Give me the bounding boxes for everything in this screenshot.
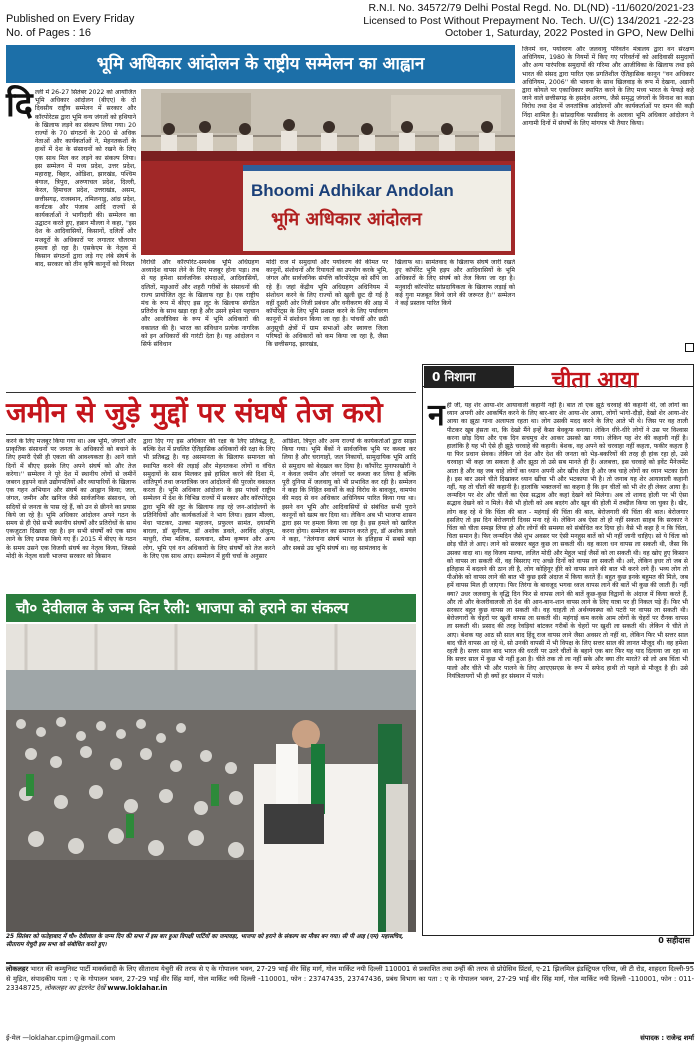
story2-top-rule [6, 392, 416, 393]
footer-brand: लोकलहर [6, 965, 29, 973]
published-line: Published on Every Friday [6, 13, 135, 25]
story2-col3: ओडिशा, त्रिपुरा और अन्य राज्यों के कार्यकर्ताओं द्वारा साझा किया गया। भूमि बैंकों ने सार्वजनिक भूमि पर कब्जा कर लिया है और चरागाहों, जल निकायों, सामुदायिक भूमि आदि से समुदाय को बेदखल कर दिया है। कॉर्पोरेट मुनाफाखोरी ने न केवल जमीन और जंगलों पर कब्जा कर लिया है बल्कि पूरी दुनिया में जलवायु को भी प्रभावित कर रही है। सम्मेलन ने कहा कि निहित स्वार्थों के कड़े विरोध के बावजूद, वामपंथ की मदद से वन अधिकार अधिनियम पारित किया गया था। इसने वन भूमि और आदिवासियों से संबंधित सभी पुराने कानूनों को खत्म कर दिया था। लेकिन अब भी भाजपा शासन द्वारा इस पर हमला किया जा रहा है। इस हमले को खारिज करना होगा। सम्मेलन का समापन करते हुए, डॉ अशोक डवले ने कहा, ''तेलंगाना संघर्ष भारत के इतिहास में सबसे बड़ा और सबसे उग्र भूमि संघर्ष था। वह सामंतवाद के [282, 438, 416, 552]
masthead-left [6, 12, 134, 40]
rally-caption: 25 सितंबर को फतेहाबाद में चौ० देवीलाल के जन्म दिन की सभा में इस बार हुआ विपक्षी पार्टियों का जमावड़ा, भाजपा को हराने के संकल्प का मौका बन गया। सी पी आइ (एम) महासचिव, सीताराम येचुरी इस सभा को संबोधित करते हुए। [6, 934, 404, 948]
nishana-body-wrap [428, 398, 688, 926]
posted-line: October 1, Saturday, 2022 Posted in GPO, New Delhi [444, 27, 694, 39]
banner-sign-hindi: भूमि अधिकार आंदोलन [271, 209, 422, 230]
story1-col4: खिलाफ था। सामंतवाद के खिलाफ संघर्ष जारी रखते हुए कॉर्पोरेट भूमि हड़प और आदिवासियों के भूमि अधिकारों के लिए संघर्ष को तेज किया जा रहा है। मनुवादी कॉरपोरेट सांप्रदायिकता के खिलाफ लड़ाई को कई गुना मजबूत किये जाने की जरूरत है।'' सम्मेलन ने कई प्रस्ताव पारित किये [395, 259, 515, 308]
nishana-body: हीं जी, यह शेर आया-शेर आयावाली कहानी नहीं है। बात तो एक झूठे चरवाहे की कहानी थी, जो लोगों का ध्यान अपनी ओर आकर्षित करने के लिए बार-बार शेर आया-शेर आया, लोगों भागो-दौड़ो, देखो शेर आया-शेर आया का झूठा गाना अलापता रहता था। लोग उसकी मदद करने के लिए आते भी थे। जिस पर वह ताली पीटकर खूब हंसता था, कि देखो मैंने इन्हें कैसा बेवकूफ बनाया। लेकिन धीरे-धीरे लोगों ने उस पर विश्वास करना छोड़ दिया और एक दिन सचमुच शेर आकर उसको खा गया। लेकिन यह शेर की कहानी नहीं है। हालांकि है यह भी ऐसे ही झूठे चरवाहे की कहानी। बेशक, वह अपने को चरवाहा नहीं कहता, फकीर कहता है या फिर प्रधान सेवक। लेकिन जो देश और देश की जनता को भेड़-बकरियों की तरह ही हांक रहा हो, उसे चरवाहा भी कहा जा सकता है और झूठा तो उसे सब मानते ही हैं। अलबत्ता, इस चरवाहे को इवेंट मैनेजमेंट आता है और वह जब चाहे लोगों का ध्यान अपनी ओर खींच लेता है और जब चाहे लोगों का ध्यान भटका देता है। इस बार उसने चीते दिखाकर ध्यान खींचा भी और भटकाया भी है। तो जनाब यह शेर आयावाली कहानी नहीं, यह तो चीतों की कहानी है। हालांकि भक्तजनों का कहना है कि इन चीतों को भी शेर ही लेकर आया है। जन्मदिन पर शेर और चीतों का ऐसा सद्भाव और कहां देखने को मिलेगा। अब तो शायद होली पर भी ऐसा सद्भाव देखने को न मिले। वैसे भी होली को अब बदरंग और खून की होली में तब्दील किया जा चुका है। खैर, लोग कह रहे थे कि चिंता की बात - महंगाई की चिंता की बात, बेरोजगारी की चिंता की बात। बेरोजगार इसलिए तो इस दिन बेरोजगारी दिवस मना रहे थे। लेकिन अब ऐसा तो हो नहीं सकता साहब कि सरकार ने चिंता को चीता समझ लिया हो और लोगों की समस्या को संबोधित कर दिया हो। वैसे भी कहा है न कि चिंता, चिता समान है। फिर जन्मदिन जैसे शुभ अवसर पर ऐसी मनहूस बातें को भी नहीं जानी चाहिए। सो ये चिंता को छोड़ चीते ले आए। लाने को सरकार बहुत कुछ ला सकती थी। वह काला धन वापस ला सकती थी, जैसा कि उसका वादा था। वह विजय माल्या, ललित मोदी और मेहुल भाई जैसों को ला सकती थी। वह खोए हुए किसान को वापस ला सकती थी, वह बिसराए गए अच्छे दिनों को वापस ला सकती थी। अरे, लेकिन इधर तो जब से इतिहास में बदलने की ठान ली है, लोग कोहिनूर हीरे को वापस लाने की बात भी करने लगे हैं। भव्य लोग तो पीओके को वापस लाने की बात भी कुछ इसी अंदाज में किया करते हैं। बहुत कुछ इनके बहुमत की मिले, जब हमें वापस मिल ही जाएगा। फिर तिरंगा के बावजूद भगवा ध्वज वापस लाने की बातें भी कुछ की जाती हैं। नहीं क्या? उधर जलवायु के वृद्धि दिन फिर से वापस लाने की बातें कुछ-कुछ विद्वानों के अंदाज में किया करते हैं, और तो और केजरीवालजी तो देश की आन-बान-शान वापस लाने के लिए यात्रा पर ही निकल पड़े हैं। फिर भी सरकार बहुत कुछ वापस ला सकती थी। वह चाहती तो अर्थव्यवस्था को पटरी पर वापस ला सकती थी। बेरोजगारों के चेहरों पर खुशी वापस ला सकती थी। महंगाई कम करके आम लोगों के चेहरों पर रौनक वापस ला सकती थी। प्रसाद की तरह रेवड़ियां बांटकर गरीबों के चेहरों पर खुशी ला सकती थी। लेकिन ये चीते ले आए। बेशक यह आठ सौ साल बाद हिंदू राज वापस लाने जैसा अवसर तो नहीं था, लेकिन फिर भी सत्तर साल बाद चीते वापस आ रहे थे, सो उनकी वापसी में भी विपक्ष के लिए सत्तर साल की लानत मौजूद थी। वह हमेशा रहती है। सत्तर साल बाद भारत की धरती पर उतरे चीतों के बहाने एक बार फिर यह याद दिलाया जा रहा था कि सत्तर साल में कुछ भी नहीं हुआ है। चीते तक तो ला नहीं सके और क्या तीर मारते? सो लो अब चिंता भी पालो और चीते भी और पालने के लिए आएएसएस के रूप में सफेद हाथी तो पहले से मौजूद है ही। उसे नियंत्रितायगों भी ही क्यों हर संस्थान में पाले। [446, 402, 688, 680]
end-mark [685, 343, 694, 352]
story1-banner: भूमि अधिकार आंदोलन के राष्ट्रीय सम्मेलन का आह्वान [6, 45, 515, 83]
footer-text: भारत की कम्युनिस्ट पार्टी मार्क्सवादी के लिए सीताराम येचुरी की तरफ से ए के गोपालन भवन, 27-29 भाई वीर सिंह मार्ग, गोल मार्किट नयी दिल्ली 110001 से प्रकाशित तथा उन्हीं की तरफ से प्रोग्रेसिव प्रिंटर्स, ए-21 झिलमिल इंडस्ट्रियल एरिया, जी टी रोड, शाहदरा दिल्ली-95 से मुद्रित, संपादकीय पता : ए के गोपालन भवन, 27-29 भाई वीर सिंह मार्ग, गोल मार्किट नयी दिल्ली -110001, फोन : 23747435, 23747436, प्रबंध विभाग का पता : ए के गोपालन भवन, 27-29 भाई वीर सिंह मार्ग, गोल मार्किट नयी दिल्ली -110001, फोन : 011-23348725, [6, 965, 694, 992]
footer-imprint [6, 965, 694, 1021]
story2-col2: द्वारा दिए गए इस अधिकार की रक्षा के लिए प्रतिबद्ध है, बल्कि देश में प्रचलित ऐतिहासिक अधिकारों की रक्षा के लिए भी प्रतिबद्ध है। यह असमानता के खिलाफ समानता को स्थापित करने की लड़ाई और मेहनतकश लोगों व वंचित समुदायों के साथ मिलकर इसे हासिल करने की दिशा में, शांतिपूर्ण तथा जनतांत्रिक जन आंदोलनों की पुरजोर वकालत करता है। भूमि अधिकार आंदोलन के इस पांचवें राष्ट्रीय सम्मेलन में देश के विभिन्न राज्यों में सरकार और कॉरपोरेट्स द्वारा भूमि की लूट के खिलाफ लड़ रहे जन-आंदोलनों के प्रतिनिधियों और कार्यकर्ताओं ने भाग लिया। हन्नान मौल्ला, मेधा पाटकर, उल्का महाजन, प्रफुल्ल सामंत, दयामणि बारला, डॉ सुनीलम, डॉ अशोक डवले, अरविंद अंजुम, माधुरी, रोमा मलिक, सत्यवान, सौम्य कृष्णन और अन्य लोग, भूमि एवं वन अधिकारों के लिए संघर्षों को तेज करने के लिए एक साथ आए। सम्मेलन में हुयी चर्चा के अनुसार [143, 438, 275, 560]
story2-bottom-rule [6, 434, 416, 435]
conference-photo [141, 89, 515, 255]
story2-col1: करने के लिए मजबूर किया गया था। अब भूमि, जंगलों और प्राकृतिक संसाधनों पर जनता के अधिकारों को बचाने के लिए हमारी ऐसी ही एकता की आवश्यकता है। आने वाले दिनों में बीएए इसके लिए अपने संघर्ष को और तेज करेगा।'' सम्मेलन ने पूरे देश में स्थानीय लोगों से जमीनें जबरन हड़पने वाले उद्योगपतियों और व्यापारियों के खिलाफ एक गहन अभियान और संघर्ष का आह्वान किया; जल, जंगल, जमीन और खनिज जैसे सार्वजनिक संसाधन, जो सदियों से जनता के पास रहे हैं, को उन से छीनने का प्रयास किये जा रहे है। भूमि अधिकार आंदोलन अपने गठन के समय से ही ऐसे सभी स्थानीय संघर्षों और प्रतिरोधों के साथ एकजुटता दिखाता रहा है। इन सभी संघर्षों को एक साथ लाने के लिए प्रयास किये गए हैं। 2015 में बीएए के गठन के समय उसने एक विजयी संघर्ष का नेतृत्व किया, जिससे मोदी के नेतृत्व वाली भाजपा सरकार को किसान [6, 438, 136, 560]
story1-col1-text: ल्ली में 26-27 सितंबर 2022 को आयोजित भूमि अधिकार आंदोलन (बीएए) के दो दिवसीय राष्ट्रीय सम्मेलन में सरकार और कॉरपोरेटस द्वारा भूमि वन्य जंगलों को हथियाने के खिलाफ लड़ने का संकल्प लिया गया। 20 राज्यों के 70 संगठनों के 200 से अधिक नेताओं और कार्यकर्ताओं ने, मेहनतकशों के हाथों में देश के संसाधनों को रखने के लिए एक साथ मिल कर लड़ने का संकल्प लिया। इस सम्मेलन में मध्य प्रदेश, उत्तर प्रदेश, महाराष्ट्र, बिहार, ओडिशा, झारखंड, पश्चिम बंगाल, त्रिपुरा, अरुणाचल प्रदेश, दिल्ली, केरल, हिमाचल प्रदेश, उत्तराखंड, असम, छत्तीसगढ़, राजस्थान, तमिलनाडु, आंध्र प्रदेश, कर्नाटक और पंजाब आदि राज्यों से कार्यकर्ताओं ने भागीदारी की। सम्मेलन का उद्घाटन करते हुए, हन्नान मौल्ला ने कहा, ''इस देश के आदिवासियों, किसानों, दलितों और मजदूरों के अधिकारों पर लगातार चौतरफा हमला हो रहा है। एसकेएम के नेतृत्व में किसान संगठनों द्वारा लड़े गए लंबे संघर्ष के बाद, सरकार को तीन कृषि कानूनों को निरस्त [34, 89, 136, 269]
nishana-title: चीता आया [551, 368, 639, 393]
story1-col2: विरोधी और कॉरपोरेट-समर्थक भूमि अधिग्रहण अध्यादेश वापस लेने के लिए मजबूर होना पड़ा। तब से यह हमेशा सार्वजनिक संपदाओं, आदिवासियों, दलितों, मछुआरों और शहरी गरीबों के संसाधनों की राज्य प्रायोजित लूट के खिलाफ रहा है। एक राष्ट्रीय मंच के रूप में बीएए इस लूट के खिलाफ संगठित प्रतिरोध के साथ खड़ा रहा है और उसने हमेशा पहचान और आजीविका के रूप में भूमि अधिकारों की वकालत की है। भारत का संविधान प्रत्येक नागरिक को इन अधिकारों की गारंटी देता है। यह आंदोलन न सिर्फ संविधान [141, 259, 259, 349]
footer-email[interactable]: ई-मेल —loklahar.cpim@gmail.com [6, 1034, 116, 1042]
masthead-right [244, 2, 694, 40]
story1-dropcap: दि [6, 85, 33, 125]
story1-col3: मोदी राज में समुदायों और पर्यावरण की कीमत पर कानूनों, संशोधनों और रियायतों का उपयोग करके भूमि, जंगल और सार्वजनिक संपत्ति कॉरपोरेट्स को सौंपे जा रहे हैं। जहां केंद्रीय भूमि अधिग्रहण अधिनियम में संशोधन करने के लिए राज्यों को खुली छूट दी गई है वहीं दूसरी ओर निजी प्रबंधन और वनीकरण की आड़ में कॉर्पोरेट्स के लिए भूमि प्रशस्त करने के लिए पर्यावरण कानूनों में संशोधन किया जा रहा है। पांचवीं और छठी अनुसूची क्षेत्रों में ग्राम सभाओं और स्वायत्त जिला परिषदों के अधिकारों को कम किया जा रहा है, जैसा कि छत्तीसगढ़, झारखंड, [266, 259, 388, 349]
story2-title: जमीन से जुड़े मुद्दों पर संघर्ष तेज करो [6, 396, 383, 429]
footer-rule [6, 962, 694, 964]
story3-banner: चौ० देवीलाल के जन्म दिन रैली: भाजपा को हराने का संकल्प [6, 594, 416, 622]
nishana-tag: 0 निशाना [424, 366, 514, 388]
nishana-dropcap: न [428, 398, 445, 433]
footer-editor: संपादक : राजेन्द्र शर्मा [640, 1034, 694, 1042]
banner-sign-english: Bhoomi Adhikar Andolan [251, 181, 454, 200]
footer-web-label: लोकलहर का इंटरनेट देखें [44, 984, 106, 992]
footer-website[interactable]: www.loklahar.in [107, 984, 168, 992]
rally-photo-svg [6, 624, 416, 932]
story1-col1 [6, 85, 136, 369]
rni-line: R.N.I. No. 34572/79 Delhi Postal Regd. No. DL(ND) -11/6020/2021-23 [368, 2, 694, 14]
story1-col5: जिनमें वन, पर्यावरण और जलवायु परिवर्तन मंत्रालय द्वारा वन संरक्षण अधिनियम, 1980 के नियमों में किए गए परिवर्तनों को आदिवासी समुदायों और अन्य पारंपरिक समुदायों की गरिमा और आजीविका के खिलाफ तथा इसे भारत की संसद द्वारा पारित एक प्रगतिशील ऐतिहासिक कानून ''वन अधिकार अधिनियम, 2006'' की भावना के साथ खिलवाड़ के रूप में देखना, अडानी द्वारा कोयले पर एकाधिकार स्थापित करने के लिए मध्य भारत के फेफड़े कहे जाने वाले छत्तीसगढ़ के हसदेव अरण्य, जैसे समृद्ध जंगलों के विनाश का कड़ा विरोध तथा देश में जनतांत्रिक आंदोलनों और कार्यकर्ताओं पर दमन की कड़ी निंदा शामिल है। सांप्रदायिक फासीवाद के अलावा भूमि अधिकार आंदोलन ने आगामी दिनों में संघर्षों के लिए मांगपत्र भी तैयार किया। [522, 46, 694, 127]
license-line: Licensed to Post Without Prepayment No. Tech. U/(C) 134/2021 -22-23 [363, 14, 694, 27]
pages-line: No. of Pages : 16 [6, 27, 91, 39]
nishana-signature: 0 सहीदास [658, 936, 690, 945]
rally-photo [6, 624, 416, 932]
